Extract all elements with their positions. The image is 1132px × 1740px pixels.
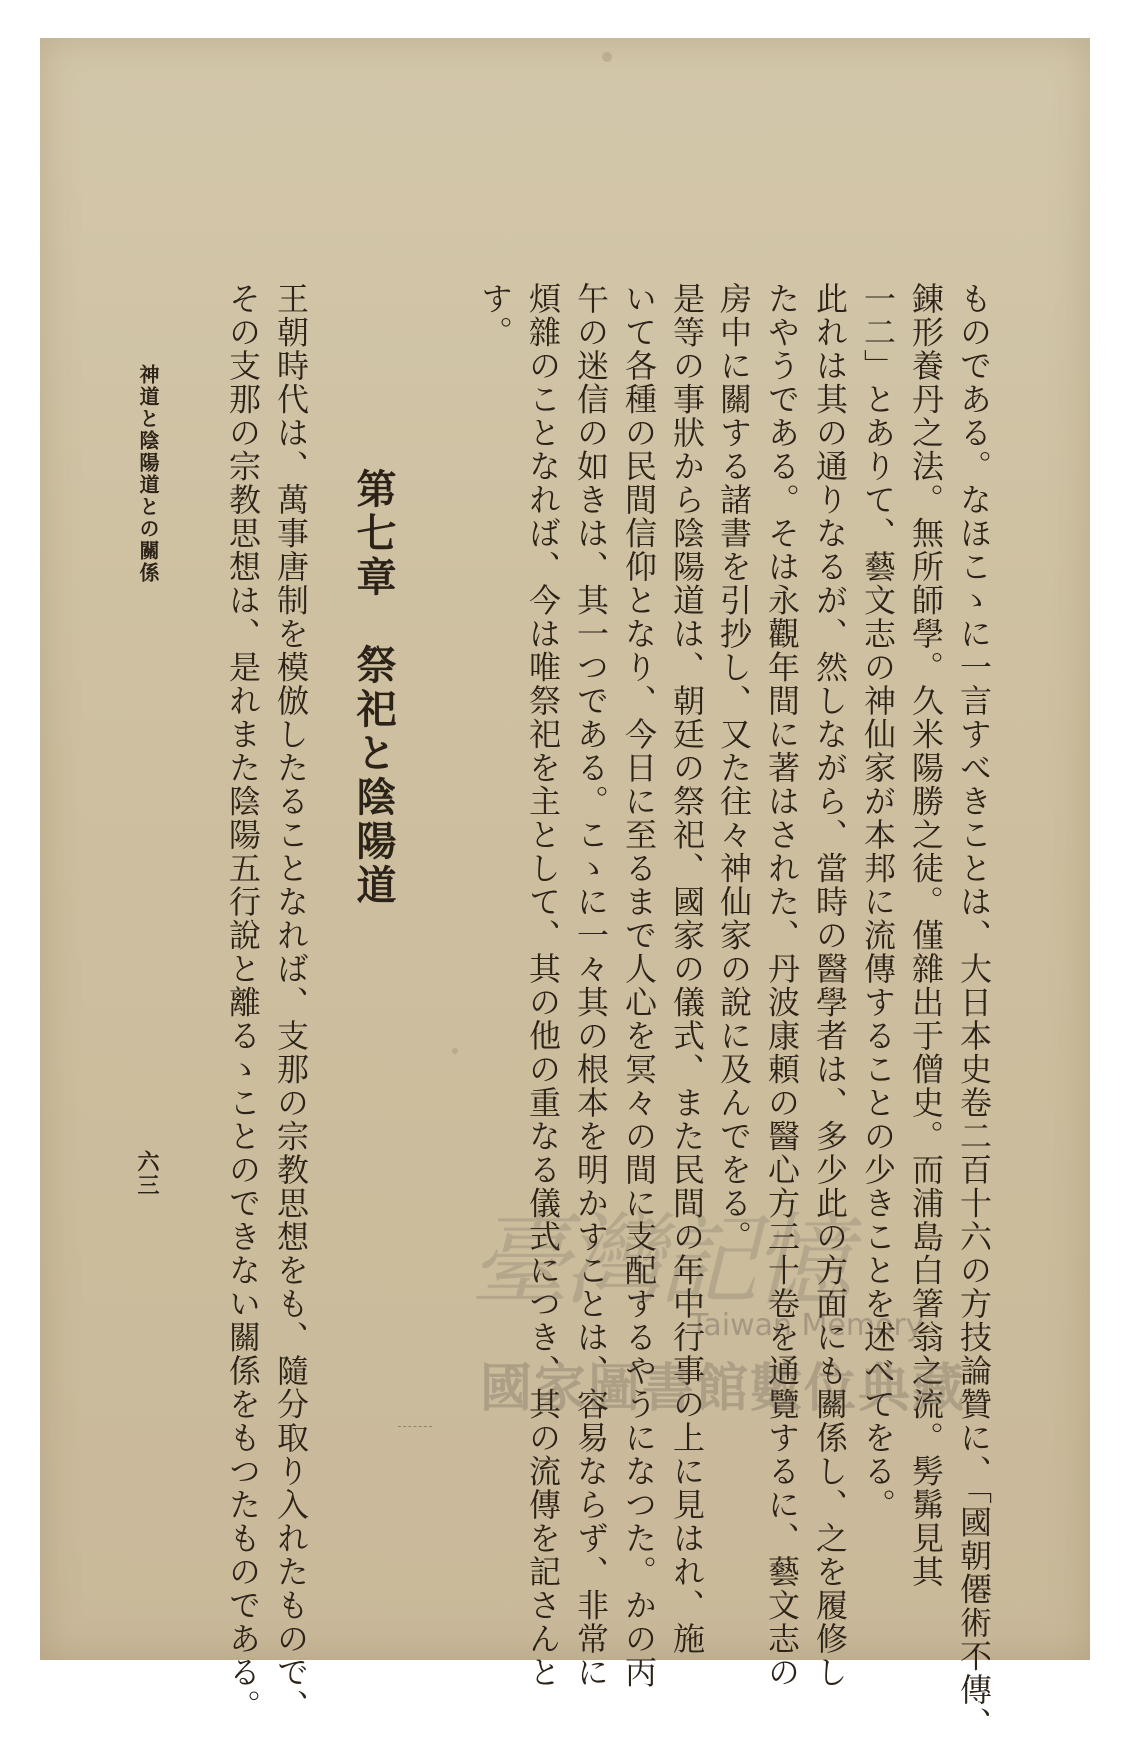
running-head: 神道と陰陽道との關係 xyxy=(136,364,160,584)
text-column: いて各種の民間信仰となり、今日に至るまで人心を冥々の間に支配するやうになつた。かの丙 xyxy=(620,282,658,1689)
text-column: 錬形養丹之法。無所師學。久米陽勝之徒。僅雜出于僧史。而浦島白箸翁之流。髣髴見其 xyxy=(907,282,945,1589)
text-column: 王朝時代は、萬事唐制を模倣したることなれば、支那の宗教思想をも、隨分取り入れたもので、 xyxy=(272,282,310,1723)
text-column: その支那の宗教思想は、是れまた陰陽五行說と離るゝことのできない關係をもつたものである。 xyxy=(224,282,262,1723)
text-column: たやうである。そは永觀年間に著はされた、丹波康頼の醫心方三十卷を通覽するに、藝文志の xyxy=(763,282,801,1689)
watermark-latin: Taiwan Memory xyxy=(690,1308,924,1343)
text-column: ものである。なほこゝに一言すべきことは、大日本史卷二百十六の方技論贊に、「國朝僊術不傳、 xyxy=(955,282,993,1740)
text-column: す。 xyxy=(476,282,514,349)
chapter-title: 第七章 祭祀と陰陽道 xyxy=(350,468,397,908)
text-column: 午の迷信の如きは、其一つである。こゝに一々其の根本を明かすことは、容易ならず、非常に xyxy=(572,282,610,1689)
watermark-name: 國家圖書館數位典藏 xyxy=(480,1359,967,1419)
stray-dash-mark xyxy=(398,1426,432,1427)
paper-stain xyxy=(602,52,612,62)
paper-stain xyxy=(452,1048,458,1054)
text-column: 一二」とありて、藝文志の神仙家が本邦に流傳することの少きことを述べてをる。 xyxy=(859,282,897,1522)
book-page xyxy=(40,38,1090,1740)
text-column: 房中に關する諸書を引抄し、又た往々神仙家の說に及んでをる。 xyxy=(715,282,753,1254)
text-column: 煩雜のことなれば、今は唯祭祀を主として、其の他の重なる儀式につき、其の流傳を記さんと xyxy=(524,282,562,1689)
text-column: 此れは其の通りなるが、然しながら、當時の醫學者は、多少此の方面にも關係し、之を履修し xyxy=(811,282,849,1689)
text-column: 是等の事狀から陰陽道は、朝廷の祭祀、國家の儀式、また民間の年中行事の上に見はれ、施 xyxy=(668,282,706,1656)
page-number: 六三 xyxy=(134,1150,160,1197)
